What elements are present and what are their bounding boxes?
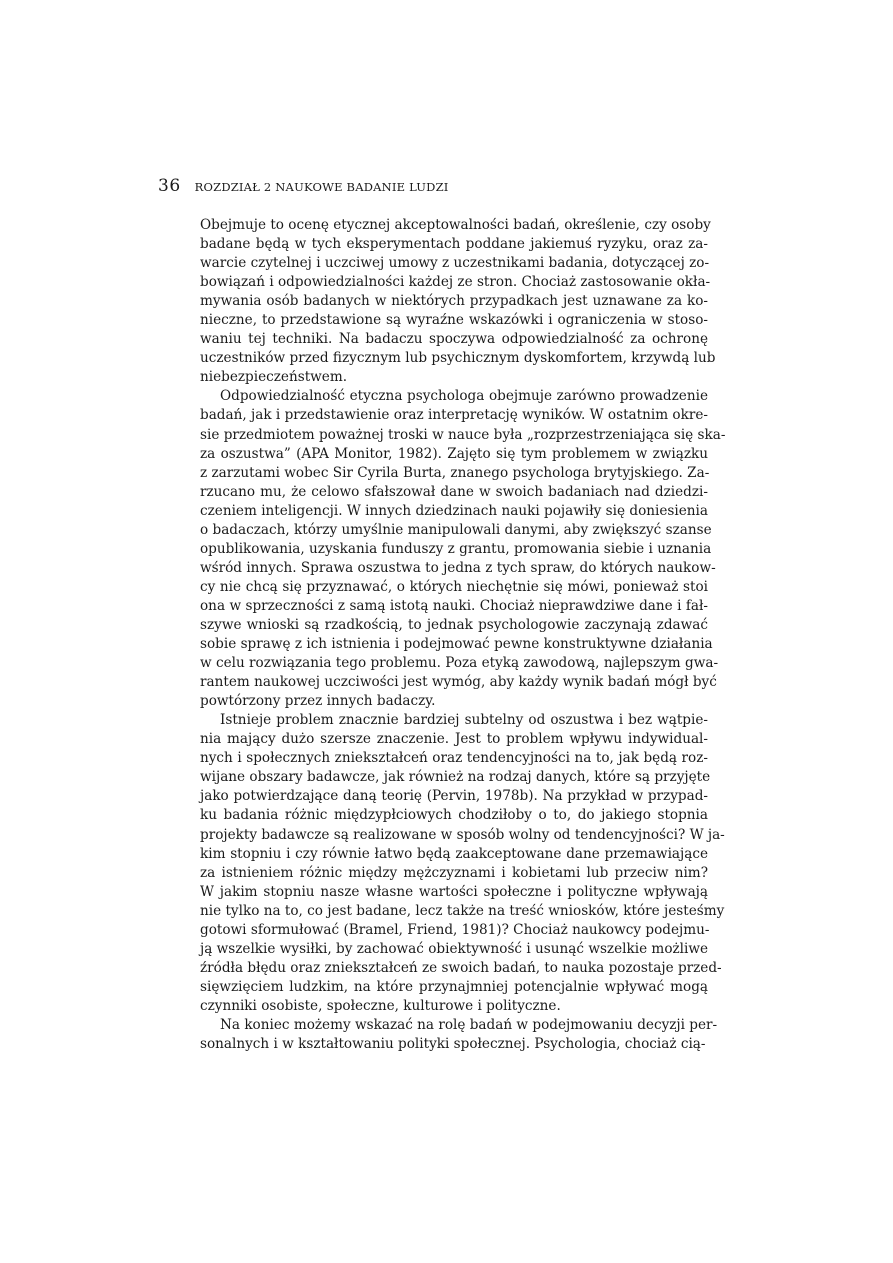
text-line: rantem naukowej uczciwości jest wymóg, aby każdy wynik badań mógł być: [200, 674, 717, 691]
text-line: rzucano mu, że celowo sfałszował dane w swoich badaniach nad dziedzi-: [200, 483, 708, 500]
text-line: sobie sprawę z ich istnienia i podejmować pewne konstruktywne działania: [200, 636, 713, 653]
text-line: gotowi sformułować (Bramel, Friend, 1981)? Chociaż naukowcy podejmu-: [200, 921, 710, 938]
text-line: opublikowania, uzyskania funduszy z grantu, promowania siebie i uznania: [200, 540, 712, 557]
text-line: czeniem inteligencji. W innych dziedzinach nauki pojawiły się doniesienia: [200, 502, 708, 519]
text-line: Istnieje problem znacznie bardziej subtelny od oszustwa i bez wątpie-: [220, 712, 708, 729]
text-line: za oszustwa” (APA Monitor, 1982). Zajęto się tym problemem w związku: [200, 445, 708, 462]
text-line: ona w sprzeczności z samą istotą nauki. Chociaż nieprawdziwe dane i fał-: [200, 597, 708, 614]
text-line: badań, jak i przedstawienie oraz interpretację wyników. W ostatnim okre-: [200, 407, 708, 424]
page-header: [158, 176, 718, 198]
running-head: ROZDZIAŁ 2 NAUKOWE BADANIE LUDZI: [194, 180, 449, 194]
text-line: cy nie chcą się przyznawać, o których niechętnie się mówi, ponieważ stoi: [200, 578, 708, 595]
paragraph: [200, 711, 725, 1016]
text-line: warcie czytelnej i uczciwej umowy z uczestnikami badania, dotyczącej zo-: [200, 255, 710, 272]
text-line: nie tylko na to, co jest badane, lecz także na treść wniosków, które jesteśmy: [200, 902, 725, 919]
text-line: nych i społecznych zniekształceń oraz tendencyjności na to, jak będą roz-: [200, 750, 708, 767]
text-line: sie przedmiotem poważnej troski w nauce była „rozprzestrzeniająca się ska-: [200, 426, 726, 443]
text-line: w celu rozwiązania tego problemu. Poza etyką zawodową, najlepszym gwa-: [200, 655, 719, 672]
text-line: wijane obszary badawcze, jak również na rodzaj danych, które są przyjęte: [200, 769, 711, 786]
text-line: nia mający dużo szersze znaczenie. Jest to problem wpływu indywidual-: [200, 731, 708, 748]
text-line: sięwzięciem ludzkim, na które przynajmniej potencjalnie wpływać mogą: [200, 978, 708, 995]
text-line: Odpowiedzialność etyczna psychologa obejmuje zarówno prowadzenie: [220, 388, 708, 405]
paragraph: [200, 1016, 718, 1054]
text-line: Obejmuje to ocenę etycznej akceptowalności badań, określenie, czy osoby: [200, 217, 711, 233]
body-text: [200, 216, 726, 1054]
text-line: Na koniec możemy wskazać na rolę badań w podejmowaniu decyzji per-: [220, 1016, 718, 1033]
text-line: niebezpieczeństwem.: [200, 369, 348, 386]
page-number: 36: [158, 176, 181, 196]
text-line: badane będą w tych eksperymentach poddane jakiemuś ryzyku, oraz za-: [200, 236, 708, 253]
text-line: z zarzutami wobec Sir Cyrila Burta, znanego psychologa brytyjskiego. Za-: [200, 464, 710, 481]
text-line: ku badania różnic międzypłciowych chodziłoby o to, do jakiego stopnia: [200, 807, 708, 824]
text-line: źródła błędu oraz zniekształceń ze swoich badań, to nauka pozostaje przed-: [200, 959, 722, 976]
text-line: powtórzony przez innych badaczy.: [200, 693, 436, 710]
text-line: ją wszelkie wysiłki, by zachować obiektywność i usunąć wszelkie możliwe: [200, 940, 709, 957]
text-line: sonalnych i w kształtowaniu polityki społecznej. Psychologia, chociaż cią-: [200, 1036, 706, 1053]
paragraph: [200, 216, 716, 387]
text-line: waniu tej techniki. Na badaczu spoczywa odpowiedzialność za ochronę: [200, 331, 708, 348]
text-line: mywania osób badanych w niektórych przypadkach jest uznawane za ko-: [200, 293, 708, 310]
text-line: nieczne, to przedstawione są wyraźne wskazówki i ograniczenia w stoso-: [200, 312, 708, 329]
text-line: czynniki osobiste, społeczne, kulturowe i polityczne.: [200, 997, 561, 1014]
text-line: za istnieniem różnic między mężczyznami i kobietami lub przeciw nim?: [200, 864, 708, 881]
text-line: uczestników przed fizycznym lub psychicznym dyskomfortem, krzywdą lub: [200, 350, 716, 367]
text-line: o badaczach, którzy umyślnie manipulowali danymi, aby zwiększyć szanse: [200, 521, 712, 538]
paragraph: [200, 387, 726, 711]
text-line: jako potwierdzające daną teorię (Pervin, 1978b). Na przykład w przypad-: [200, 788, 708, 805]
text-line: kim stopniu i czy równie łatwo będą zaakceptowane dane przemawiające: [200, 845, 708, 862]
text-line: W jakim stopniu nasze własne wartości społeczne i polityczne wpływają: [200, 883, 708, 900]
text-line: projekty badawcze są realizowane w sposób wolny od tendencyjności? W ja-: [200, 826, 725, 843]
text-line: wśród innych. Sprawa oszustwa to jedna z tych spraw, do których naukow-: [200, 559, 716, 576]
text-line: bowiązań i odpowiedzialności każdej ze stron. Chociaż zastosowanie okła-: [200, 274, 711, 291]
text-line: szywe wnioski są rzadkością, to jednak psychologowie zaczynają zdawać: [200, 616, 708, 633]
